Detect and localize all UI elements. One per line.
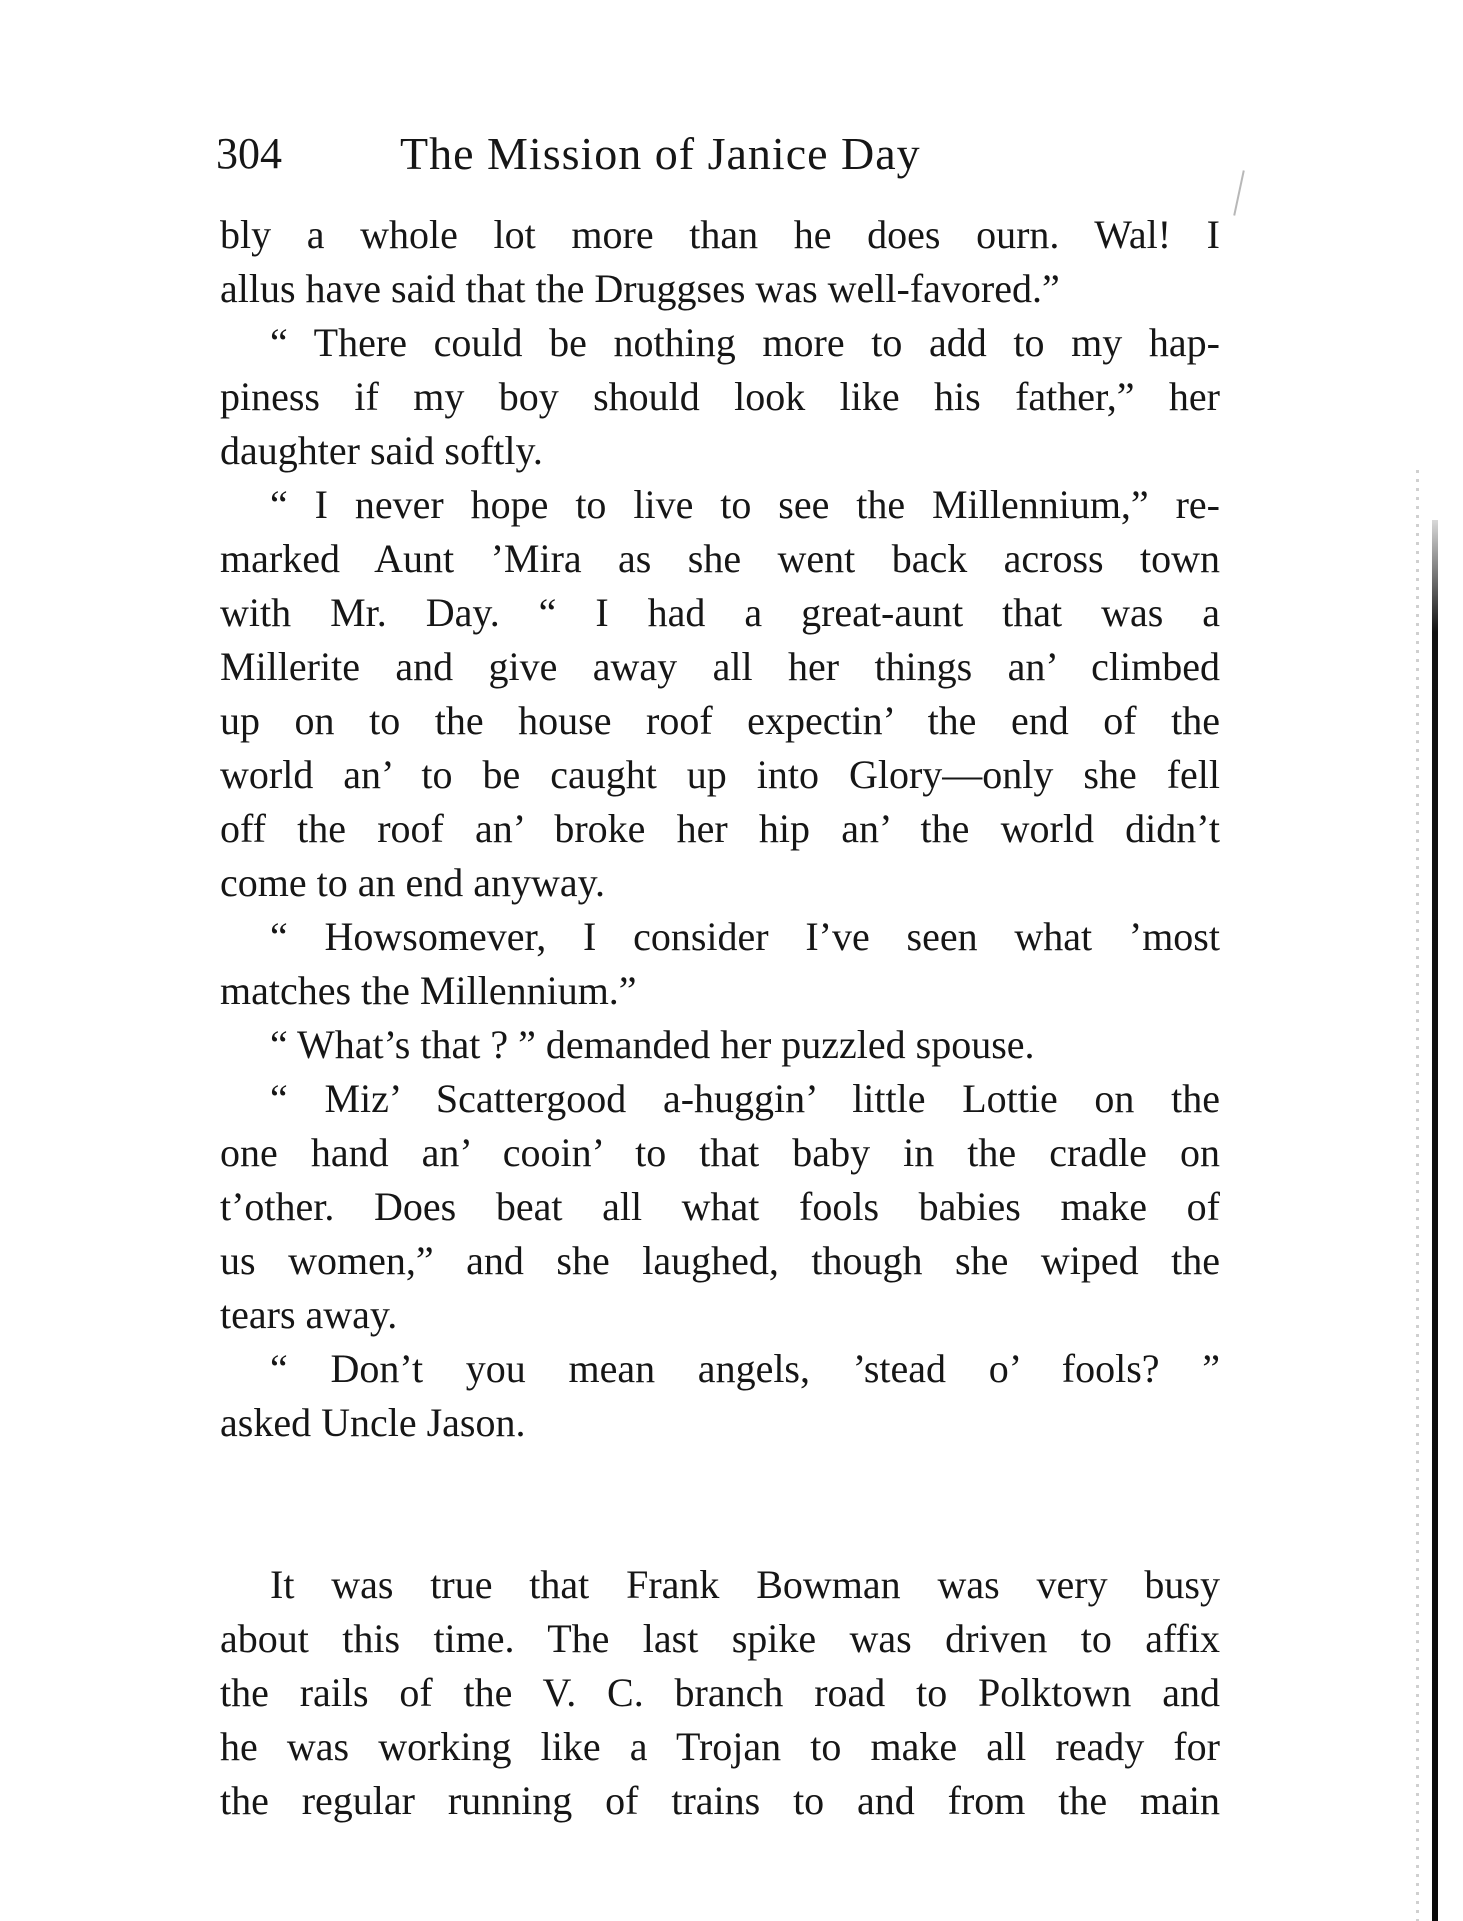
text-line: t’other. Does beat all what fools babies make of [220, 1184, 1220, 1229]
body-text [220, 208, 1220, 1828]
text-line: the rails of the V. C. branch road to Polktown and [220, 1670, 1220, 1715]
text-line: us women,” and she laughed, though she wiped the [220, 1238, 1220, 1283]
text-line: “ What’s that ? ” demanded her puzzled spouse. [270, 1022, 1035, 1067]
running-title: The Mission of Janice Day [400, 128, 921, 179]
text-line: one hand an’ cooin’ to that baby in the cradle on [220, 1130, 1220, 1175]
text-line: come to an end anyway. [220, 860, 606, 905]
text-line: “ Howsomever, I consider I’ve seen what ’most [270, 914, 1220, 959]
text-line: world an’ to be caught up into Glory—only she fell [220, 752, 1220, 797]
text-line: “ I never hope to live to see the Millennium,” re- [270, 482, 1220, 527]
text-line: “ Miz’ Scattergood a-huggin’ little Lottie on the [270, 1076, 1220, 1121]
text-line: piness if my boy should look like his father,” her [220, 374, 1220, 419]
section-break [220, 1450, 1220, 1558]
scan-edge [1432, 520, 1438, 1921]
text-line: tears away. [220, 1292, 398, 1337]
text-line: marked Aunt ’Mira as she went back across town [220, 536, 1220, 581]
text-line: bly a whole lot more than he does ourn. Wal! I [220, 212, 1220, 257]
text-line: “ There could be nothing more to add to my hap- [270, 320, 1220, 365]
text-line: Millerite and give away all her things an’ climbed [220, 644, 1220, 689]
page-number: 304 [216, 129, 282, 178]
text-line: It was true that Frank Bowman was very busy [270, 1562, 1220, 1607]
text-line: asked Uncle Jason. [220, 1400, 526, 1445]
text-line: off the roof an’ broke her hip an’ the world didn’t [220, 806, 1220, 851]
text-line: about this time. The last spike was driven to affix [220, 1616, 1220, 1661]
text-line: the regular running of trains to and from the main [220, 1778, 1220, 1823]
text-line: “ Don’t you mean angels, ’stead o’ fools? ” [270, 1346, 1220, 1391]
text-line: he was working like a Trojan to make all ready for [220, 1724, 1220, 1769]
scan-edge-shadow [1416, 470, 1419, 1921]
page-header [216, 124, 1036, 184]
text-line: with Mr. Day. “ I had a great-aunt that was a [220, 590, 1220, 635]
scan-mark [1233, 170, 1245, 215]
text-line: matches the Millennium.” [220, 968, 637, 1013]
text-line: allus have said that the Druggses was well-favored.” [220, 266, 1060, 311]
text-line: daughter said softly. [220, 428, 543, 473]
text-line: up on to the house roof expectin’ the end of the [220, 698, 1220, 743]
